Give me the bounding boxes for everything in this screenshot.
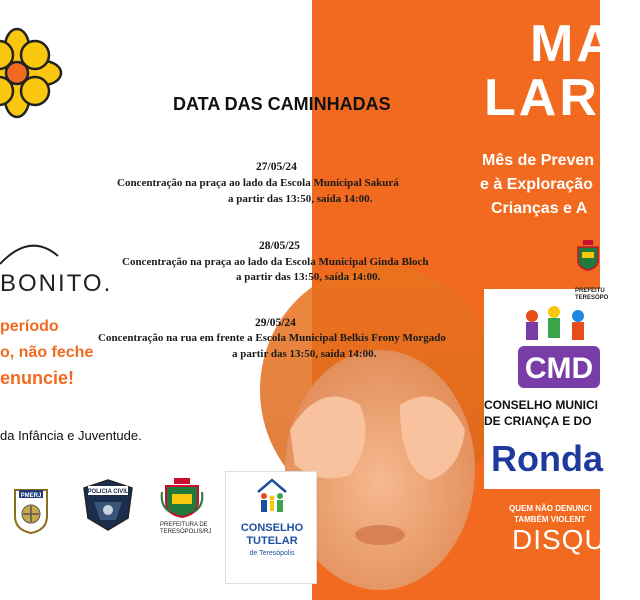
walk-location-2: Concentração na praça ao lado da Escola Municipal Ginda Bloch — [122, 256, 429, 268]
denuncia-warning-line-2: TAMBÉM VIOLENT — [514, 515, 586, 524]
logo-arc-icon — [0, 236, 60, 266]
conselho-label-3: de Teresópolis — [249, 550, 295, 557]
cmd-logo-text: CMD — [524, 352, 594, 385]
prefeitura-coat-of-arms-icon — [160, 478, 204, 518]
prefeitura-small-caption-1: PREFEITU — [575, 288, 605, 294]
walk-dates-title: DATA DAS CAMINHADAS — [173, 94, 391, 114]
pmerj-badge-icon — [13, 486, 49, 534]
cmdca-name-line-1: CONSELHO MUNICI — [484, 398, 598, 412]
walk-time-2: a partir das 13:50, saída 14:00. — [236, 271, 381, 283]
policia-civil-badge-icon — [80, 478, 136, 532]
prefeitura-small-caption — [575, 288, 608, 302]
walk-location-1: Concentração na praça ao lado da Escola Municipal Sakurá — [117, 177, 399, 189]
campaign-title-line-1: MA — [530, 15, 617, 73]
logo-word: BONITO. — [0, 270, 113, 297]
prefeitura-caption — [160, 522, 212, 536]
denuncia-warning-line-1: QUEM NÃO DENUNCI — [509, 504, 592, 513]
campaign-subtitle-1: Mês de Preven — [482, 152, 595, 169]
ronda-title: Ronda — [491, 438, 603, 479]
prefeitura-caption-line-1: PREFEITURA DE — [160, 522, 208, 528]
flower-logo-icon — [0, 28, 62, 118]
policia-civil-label: POLICIA CIVIL — [87, 489, 129, 495]
prefeitura-small-caption-2: TERESÓPO — [575, 295, 609, 301]
conselho-label-2: TUTELAR — [246, 535, 298, 547]
infancia-juventude-text: da Infância e Juventude. — [0, 428, 142, 443]
family-icon — [254, 478, 290, 516]
cmdca-name-line-2: DE CRIANÇA E DO — [484, 414, 592, 428]
campaign-subtitle-2: e à Exploração — [480, 176, 593, 193]
left-text-line-3: enuncie! — [0, 368, 75, 388]
walk-date-2: 28/05/25 — [259, 240, 300, 252]
walk-date-3: 29/05/24 — [255, 317, 296, 329]
prefeitura-caption-line-2: TERESÓPOLIS/RJ — [160, 529, 212, 535]
walk-location-3: Concentração na rua em frente a Escola Municipal Belkis Frony Morgado — [98, 332, 446, 344]
walk-time-1: a partir das 13:50, saída 14:00. — [228, 193, 373, 205]
campaign-title-line-2: LARA — [484, 69, 640, 127]
left-text-line-2: o, não feche — [0, 344, 94, 361]
disque-denuncia-text: DISQU — [512, 524, 606, 555]
prefeitura-small-coat-of-arms-icon — [575, 240, 601, 284]
campaign-subtitle-3: Crianças e A — [491, 200, 588, 217]
conselho-tutelar-card — [225, 471, 317, 584]
cmd-logo-icon — [518, 302, 600, 392]
conselho-label-1: CONSELHO — [240, 522, 304, 534]
walk-time-3: a partir das 13:50, saída 14:00. — [232, 348, 377, 360]
pmerj-label: PMERJ — [20, 493, 42, 499]
left-text-line-1: período — [0, 318, 59, 335]
walk-date-1: 27/05/24 — [256, 161, 297, 173]
